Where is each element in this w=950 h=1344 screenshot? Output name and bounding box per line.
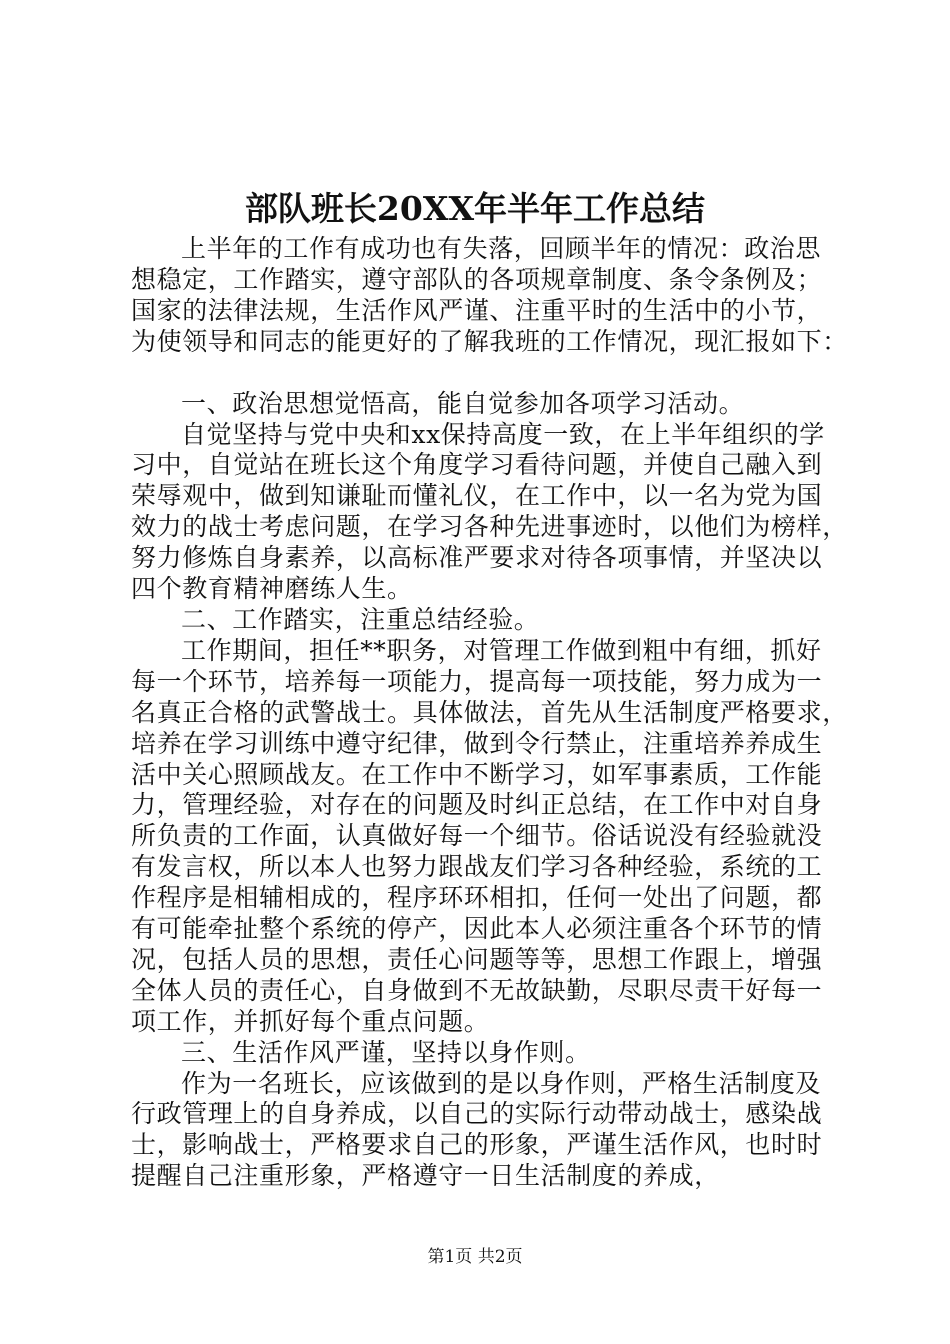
paragraph-line: 况，包括人员的思想，责任心问题等等，思想工作跟上，增强: [131, 944, 823, 974]
paragraph-line: 荣辱观中，做到知谦耻而懂礼仪，在工作中，以一名为党为国: [131, 481, 823, 511]
paragraph-line: 作为一名班长，应该做到的是以身作则，严格生活制度及: [181, 1068, 822, 1098]
page-number-footer: 第1页 共2页: [427, 1247, 523, 1267]
paragraph-line: 习中，自觉站在班长这个角度学习看待问题，并使自己融入到: [131, 450, 823, 480]
section-heading: 三、生活作风严谨，坚持以身作则。: [181, 1037, 591, 1067]
paragraph-spacer: [131, 358, 831, 389]
paragraph-line: 全体人员的责任心，自身做到不无故缺勤，尽职尽责干好每一: [131, 975, 823, 1005]
paragraph-line: 行政管理上的自身养成，以自己的实际行动带动战士，感染战: [131, 1099, 823, 1129]
paragraph-line: 活中关心照顾战友。在工作中不断学习，如军事素质，工作能: [131, 759, 823, 789]
paragraph-line: 努力修炼自身素养，以高标准严要求对待各项事情，并坚决以: [131, 543, 823, 573]
paragraph-line: 提醒自己注重形象，严格遵守一日生活制度的养成，: [131, 1161, 720, 1191]
paragraph-line: 为使领导和同志的能更好的了解我班的工作情况，现汇报如下：: [131, 326, 848, 356]
paragraph-line: 有发言权，所以本人也努力跟战友们学习各种经验，系统的工: [131, 852, 823, 882]
paragraph-line: 想稳定，工作踏实，遵守部队的各项规章制度、条令条例及；: [131, 264, 823, 294]
paragraph-line: 项工作，并抓好每个重点问题。: [131, 1006, 490, 1036]
document-title: 部队班长20XX年半年工作总结: [244, 189, 706, 228]
paragraph-line: 每一个环节，培养每一项能力，提高每一项技能，努力成为一: [131, 666, 823, 696]
paragraph-line: 名真正合格的武警战士。具体做法，首先从生活制度严格要求，: [131, 697, 848, 727]
paragraph-line: 自觉坚持与党中央和xx保持高度一致，在上半年组织的学: [181, 419, 825, 449]
section-heading: 一、政治思想觉悟高，能自觉参加各项学习活动。: [181, 388, 745, 418]
document-body: [131, 234, 848, 1192]
paragraph-line: 作程序是相辅相成的，程序环环相扣，任何一处出了问题，都: [131, 883, 823, 913]
paragraph-line: 效力的战士考虑问题，在学习各种先进事迹时，以他们为榜样，: [131, 512, 848, 542]
paragraph-line: 所负责的工作面，认真做好每一个细节。俗话说没有经验就没: [131, 821, 823, 851]
paragraph-line: 士，影响战士，严格要求自己的形象，严谨生活作风，也时时: [131, 1130, 823, 1160]
paragraph-line: 培养在学习训练中遵守纪律，做到令行禁止，注重培养养成生: [131, 728, 823, 758]
paragraph-line: 国家的法律法规，生活作风严谨、注重平时的生活中的小节，: [131, 295, 823, 325]
paragraph-line: 四个教育精神磨练人生。: [131, 574, 413, 604]
paragraph-line: 有可能牵扯整个系统的停产，因此本人必须注重各个环节的情: [131, 914, 823, 944]
paragraph-line: 上半年的工作有成功也有失落，回顾半年的情况：政治思: [181, 234, 822, 263]
paragraph-line: 工作期间，担任**职务，对管理工作做到粗中有细，抓好: [181, 635, 822, 665]
paragraph-line: 力，管理经验，对存在的问题及时纠正总结，在工作中对自身: [131, 790, 823, 820]
section-heading: 二、工作踏实，注重总结经验。: [181, 604, 540, 634]
